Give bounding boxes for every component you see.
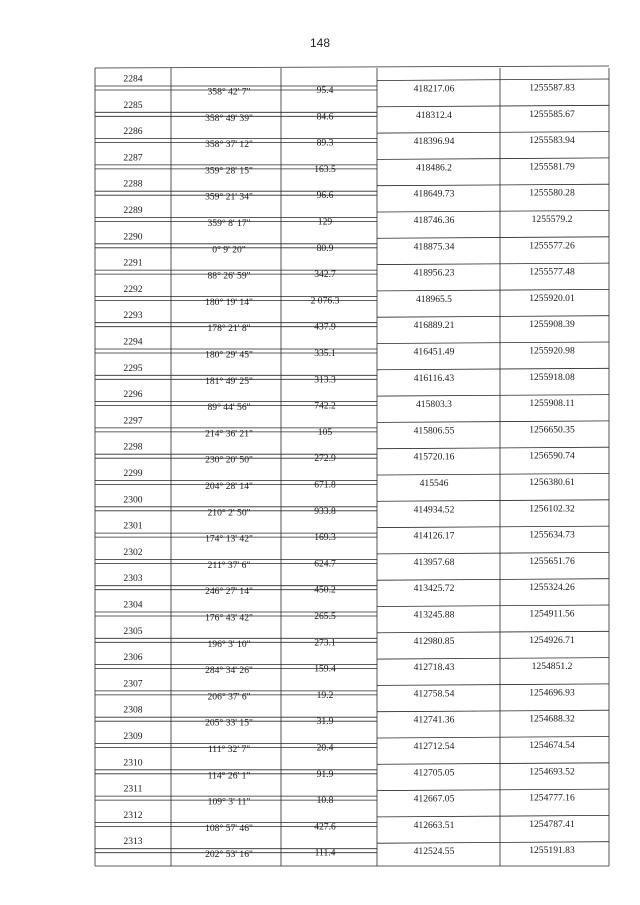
point-number: 2284 [123,73,143,85]
coordinate-y: 1254926.71 [529,634,575,646]
distance: 89.3 [316,137,334,149]
row-divider [377,763,609,765]
coordinate-y: 1255908.11 [529,398,575,410]
row-divider [377,316,609,318]
distance: 80.9 [316,242,334,254]
row-divider [377,552,609,554]
distance: 272.9 [314,453,336,465]
coordinate-y: 1255918.08 [529,371,575,383]
point-number: 2312 [123,809,143,821]
coordinate-y: 1256102.32 [529,503,575,515]
direction-angle: 211° 37' 6" [207,559,251,571]
distance: 265.5 [314,611,336,622]
point-number: 2287 [123,152,143,164]
coordinate-x: 415806.55 [413,425,455,437]
point-number: 2305 [123,625,143,637]
row-divider [377,474,609,476]
coordinate-x: 418965.5 [416,293,452,305]
row-divider [377,289,609,291]
coordinate-y: 1254674.54 [529,740,575,751]
coordinate-y: 1255587.83 [529,82,575,94]
distance: 95.4 [316,85,334,96]
point-number: 2307 [123,678,143,690]
distance: 84.6 [316,111,334,123]
coordinate-x: 418875.34 [413,241,455,253]
coordinate-y: 1255324.26 [529,582,575,594]
coordinate-y: 1255583.94 [529,135,575,147]
coordinate-x: 413425.72 [413,583,455,595]
row-divider [377,237,609,239]
table-border-top [95,66,609,68]
coordinate-y: 1255585.67 [529,108,575,120]
direction-angle: 206° 37' 6" [207,691,251,703]
direction-angle: 358° 49' 39" [205,112,253,124]
direction-angle: 202° 53' 16" [205,849,253,861]
direction-angle: 88° 26' 59" [207,270,251,282]
point-number: 2311 [123,783,143,795]
coordinate-y: 1255920.01 [529,292,575,304]
coordinate-y: 1254696.93 [529,687,575,699]
row-divider [377,263,609,265]
direction-angle: 246° 27' 14" [205,586,253,598]
coordinate-x: 412524.55 [413,846,455,858]
direction-angle: 181° 49' 25" [205,375,253,387]
point-number: 2297 [123,415,143,427]
point-number: 2285 [123,99,143,111]
distance: 624.7 [314,558,336,570]
distance: 20.4 [316,742,334,754]
distance: 273.1 [314,637,336,649]
distance: 96.6 [316,190,334,202]
row-divider [377,421,609,423]
point-number: 2306 [123,652,143,664]
page-number: 148 [309,36,331,50]
row-divider [377,368,609,370]
coordinate-y: 1256380.61 [529,477,575,488]
point-number: 2310 [123,757,143,769]
row-divider [377,105,609,107]
coordinate-x: 412718.43 [413,662,455,674]
coordinate-y: 1254688.32 [529,713,575,725]
coordinate-y: 1255577.48 [529,266,575,278]
direction-angle: 204° 28' 14" [205,481,253,492]
direction-angle: 176° 43' 42" [205,612,253,624]
row-divider [377,211,609,213]
direction-angle: 180° 29' 45" [205,349,253,361]
coordinate-x: 416451.49 [413,346,455,358]
distance: 450.2 [314,584,336,596]
point-number: 2302 [123,546,143,558]
coordinate-x: 415546 [419,478,449,489]
row-divider [377,789,609,791]
coordinate-y: 1255581.79 [529,161,575,173]
direction-angle: 358° 42' 7" [207,86,251,98]
coordinate-y: 1255577.26 [529,240,575,252]
distance: 91.9 [316,768,334,780]
coordinate-x: 418486.2 [416,162,452,174]
point-number: 2295 [123,362,143,374]
direction-angle: 111° 32' 7" [207,744,251,755]
coordinate-x: 418312.4 [416,109,452,121]
coordinate-x: 414126.17 [413,530,455,542]
direction-angle: 178° 21' 8" [207,323,251,335]
distance: 427.6 [314,821,336,833]
coordinate-x: 412663.51 [413,819,455,831]
point-number: 2298 [123,441,143,453]
point-number: 2288 [123,178,143,190]
distance: 19.2 [316,689,334,701]
distance: 671.8 [314,479,336,491]
coordinate-y: 1256650.35 [529,424,575,436]
row-divider [377,842,609,844]
point-number: 2303 [123,573,143,585]
row-divider [377,342,609,344]
distance: 2 076.3 [310,295,340,307]
coordinate-x: 418649.73 [413,188,455,200]
point-number: 2300 [123,494,143,506]
point-number: 2299 [123,468,143,479]
distance: 313.3 [314,374,336,386]
coordinate-x: 414934.52 [413,504,455,516]
point-number: 2292 [123,283,143,295]
coordinate-y: 1255634.73 [529,529,575,541]
row-divider [377,500,609,502]
row-divider [377,737,609,739]
point-number: 2301 [123,520,143,532]
row-divider [377,710,609,712]
coordinate-y: 1255651.76 [529,555,575,567]
coordinate-y: 1255908.39 [529,319,575,331]
coordinate-x: 412705.05 [413,767,455,779]
coordinate-x: 418746.36 [413,215,455,226]
coordinate-x: 412758.54 [413,688,455,700]
direction-angle: 214° 36' 21" [205,428,253,440]
coordinate-x: 412980.85 [413,635,455,647]
direction-angle: 205° 33' 15" [205,717,253,729]
coordinate-x: 416116.43 [413,372,455,384]
row-divider [377,395,609,397]
direction-angle: 284° 34' 26" [205,665,253,677]
coordinate-x: 412741.36 [413,714,455,726]
coordinate-y: 1255191.83 [529,845,575,857]
distance: 437.9 [314,321,336,333]
point-number: 2296 [123,389,143,401]
row-divider [377,158,609,160]
direction-angle: 180° 19' 14" [205,296,253,308]
coordinate-y: 1255920.98 [529,345,575,357]
direction-angle: 174° 13' 42" [205,533,253,545]
direction-angle: 196° 3' 10" [207,638,251,650]
point-number: 2293 [123,310,143,322]
distance: 342.7 [314,269,336,281]
point-number: 2308 [123,704,143,716]
coordinate-y: 1256590.74 [529,450,575,462]
coordinate-x: 412667.05 [413,793,455,805]
distance: 10.8 [316,795,334,807]
row-divider [377,132,609,134]
row-divider [377,79,609,81]
direction-angle: 210° 2' 50" [207,507,251,519]
distance: 163.5 [314,163,336,175]
point-number: 2294 [123,336,143,348]
coordinate-x: 418217.06 [413,83,455,95]
direction-angle: 359° 28' 15" [205,165,253,177]
coordinate-x: 416889.21 [413,320,455,332]
coordinate-y: 1254777.16 [529,792,575,804]
direction-angle: 359° 8' 17" [207,218,251,229]
coordinate-y: 1254787.41 [529,818,575,830]
direction-angle: 109° 3' 11" [207,796,251,808]
distance: 31.9 [316,716,334,728]
distance: 129 [317,216,333,228]
distance: 159.4 [314,663,336,675]
row-divider [377,631,609,633]
direction-angle: 0° 9' 20" [212,244,246,256]
direction-angle: 359° 21' 34" [205,191,253,203]
direction-angle: 358° 37' 12" [205,139,253,151]
direction-angle: 108° 57' 46" [205,822,253,834]
coordinate-y: 1254851.2 [531,661,573,673]
row-divider [377,658,609,660]
coordinate-y: 1255580.28 [529,187,575,199]
coordinate-x: 412712.54 [413,741,455,752]
point-number: 2309 [123,731,143,742]
direction-angle: 89° 44' 56" [207,402,251,414]
coordinate-x: 418396.94 [413,136,455,148]
coordinate-x: 413245.88 [413,609,455,621]
row-divider [377,447,609,449]
row-divider [377,605,609,607]
coordinate-y: 1254911.56 [529,608,575,620]
direction-angle: 114° 26' 1" [207,770,251,782]
distance: 933.8 [314,505,336,517]
row-divider [377,184,609,186]
point-number: 2289 [123,205,143,216]
distance: 169.3 [314,532,336,544]
point-number: 2286 [123,126,143,138]
point-number: 2304 [123,599,143,611]
row-divider [377,579,609,581]
coordinate-y: 1255579.2 [531,214,573,225]
distance: 111.4 [314,847,336,859]
distance: 335.1 [314,348,336,359]
coordinate-x: 415720.16 [413,451,455,463]
coordinate-x: 418956.23 [413,267,455,279]
row-divider [377,815,609,817]
row-divider [377,684,609,686]
distance: 105 [317,426,333,438]
row-divider [377,526,609,528]
direction-angle: 230° 20' 50" [205,454,253,466]
coordinate-x: 413957.68 [413,556,455,568]
point-number: 2313 [123,836,143,848]
distance: 742.2 [314,400,336,412]
point-number: 2291 [123,257,143,269]
coordinate-y: 1254693.52 [529,766,575,778]
point-number: 2290 [123,231,143,243]
coordinate-x: 415803.3 [416,399,452,411]
